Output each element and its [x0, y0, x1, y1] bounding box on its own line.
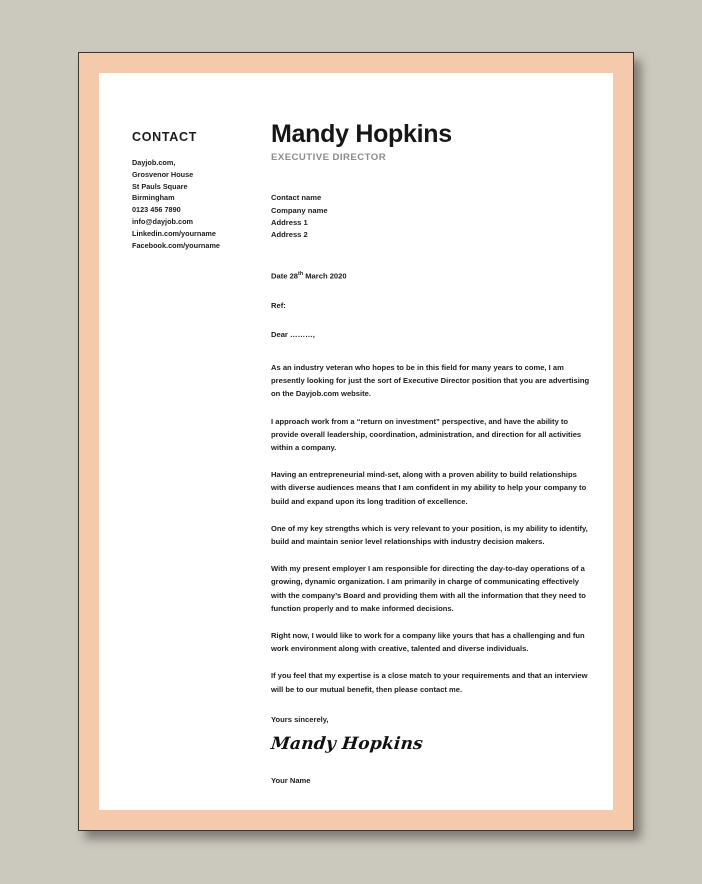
contact-list-item: Linkedin.com/yourname	[132, 228, 216, 238]
letter-salutation: Dear ………,	[271, 329, 315, 339]
contact-sidebar	[132, 130, 267, 251]
contact-list-item: Grosvenor House	[132, 169, 194, 179]
letter-paragraph: I approach work from a “return on investment” perspective, and have the ability to provide overall leadership, coordination, administration, and direction for all activities within a company.	[271, 416, 582, 452]
recipient-line: Contact name	[271, 193, 322, 203]
recipient-line: Address 2	[271, 230, 308, 240]
document-content-area	[99, 73, 613, 810]
contact-heading: CONTACT	[132, 130, 198, 144]
letter-body	[271, 121, 595, 785]
letter-date	[271, 268, 595, 283]
contact-list-item: 0123 456 7890	[132, 205, 181, 215]
document-columns	[99, 73, 613, 810]
contact-list-item: info@dayjob.com	[132, 216, 194, 226]
letter-paragraph: As an industry veteran who hopes to be in this field for many years to come, I am presently looking for just the sort of Executive Director position that you are advertising on the Dayjob.com website.	[271, 362, 590, 399]
letter-date-ordinal: th	[298, 271, 304, 278]
letter-date-suffix: March 2020	[303, 271, 347, 281]
recipient-line: Company name	[271, 205, 328, 215]
signature-mark: Mandy Hopkins	[269, 733, 424, 754]
recipient-line: Address 1	[271, 217, 308, 227]
contact-list-item: St Pauls Square	[132, 181, 188, 191]
contact-list	[132, 157, 267, 251]
letter-paragraph: One of my key strengths which is very relevant to your position, is my ability to identify, build and maintain senior level relationships with industry decision makers.	[271, 523, 588, 546]
letter-date-prefix: Date 28	[271, 271, 299, 281]
document-page	[78, 52, 634, 831]
letter-paragraph: With my present employer I am responsible for directing the day-to-day operations of a growing, dynamic organization. I am primarily in charge of communicating effectively with the company’s Board and providing them with all the information that they need to function properly and to make informed decisions.	[271, 564, 586, 613]
contact-list-item: Dayjob.com,	[132, 158, 176, 167]
recipient-address-block	[271, 192, 595, 241]
signature-name-label: Your Name	[271, 775, 311, 785]
contact-list-item: Birmingham	[132, 193, 175, 203]
letter-closing: Yours sincerely,	[271, 714, 329, 724]
letter-reference: Ref:	[271, 300, 286, 310]
applicant-job-title: EXECUTIVE DIRECTOR	[271, 152, 387, 164]
letter-paragraph: If you feel that my expertise is a close match to your requirements and that an interview will be to our mutual benefit, then please contact me.	[271, 671, 588, 694]
contact-list-item: Facebook.com/yourname	[132, 240, 220, 250]
letter-paragraph: Having an entrepreneurial mind-set, along with a proven ability to build relationships with diverse audiences means that I am confident in my ability to help your company to build and expand upon its long tradition of excellence.	[271, 470, 587, 506]
letter-paragraph: Right now, I would like to work for a company like yours that has a challenging and fun work environment along with creative, talented and diverse individuals.	[271, 631, 585, 654]
applicant-name: Mandy Hopkins	[271, 120, 452, 148]
